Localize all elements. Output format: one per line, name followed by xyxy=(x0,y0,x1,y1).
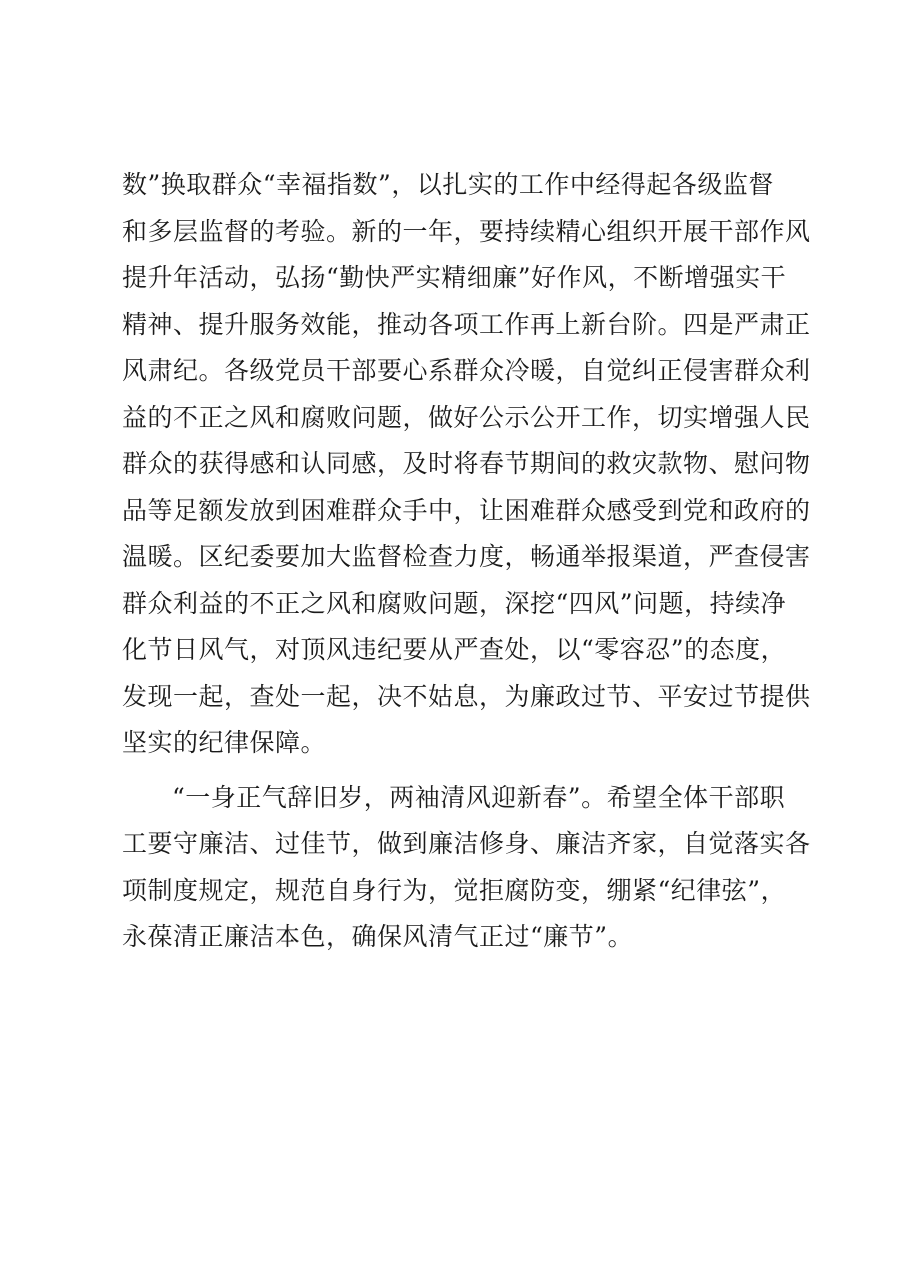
paragraph-2 xyxy=(122,775,811,961)
text-line: 坚实的纪律保障。 xyxy=(122,728,327,757)
text-line: 群众的获得感和认同感，及时将春节期间的救灾款物、慰问物 xyxy=(122,449,811,478)
paragraph-1 xyxy=(122,162,811,767)
text-line: “一身正气辞旧岁，两袖清风迎新春”。希望全体干部职 xyxy=(172,782,786,812)
paragraph-spacer xyxy=(122,767,802,775)
text-line: 益的不正之风和腐败问题，做好公示公开工作，切实增强人民 xyxy=(122,402,811,432)
text-line: 化节日风气，对顶风违纪要从严查处，以“零容忍”的态度， xyxy=(122,635,787,664)
text-line: 群众利益的不正之风和腐败问题，深挖“四风”问题，持续净 xyxy=(122,588,787,618)
text-line: 精神、提升服务效能，推动各项工作再上新台阶。四是严肃正 xyxy=(122,309,811,339)
text-line: 项制度规定，规范自身行为，觉拒腐防变，绷紧“纪律弦”， xyxy=(122,875,787,905)
text-line: 品等足额发放到困难群众手中，让困难群众感受到党和政府的 xyxy=(122,495,811,525)
text-line: 数”换取群众“幸福指数”，以扎实的工作中经得起各级监督 xyxy=(122,170,774,199)
text-line: 永葆清正廉洁本色，确保风清气正过“廉节”。 xyxy=(122,922,634,951)
text-line: 发现一起，查处一起，决不姑息，为廉政过节、平安过节提供 xyxy=(122,681,811,711)
text-line: 工要守廉洁、过佳节，做到廉洁修身、廉洁齐家，自觉落实各 xyxy=(122,829,811,858)
text-line: 温暖。区纪委要加大监督检查力度，畅通举报渠道，严查侵害 xyxy=(122,542,811,571)
text-line: 风肃纪。各级党员干部要心系群众冷暖，自觉纠正侵害群众利 xyxy=(122,356,811,385)
text-line: 提升年活动，弘扬“勤快严实精细廉”好作风，不断增强实干 xyxy=(122,263,787,292)
text-line: 和多层监督的考验。新的一年，要持续精心组织开展干部作风 xyxy=(122,216,811,246)
document-body xyxy=(122,162,811,961)
